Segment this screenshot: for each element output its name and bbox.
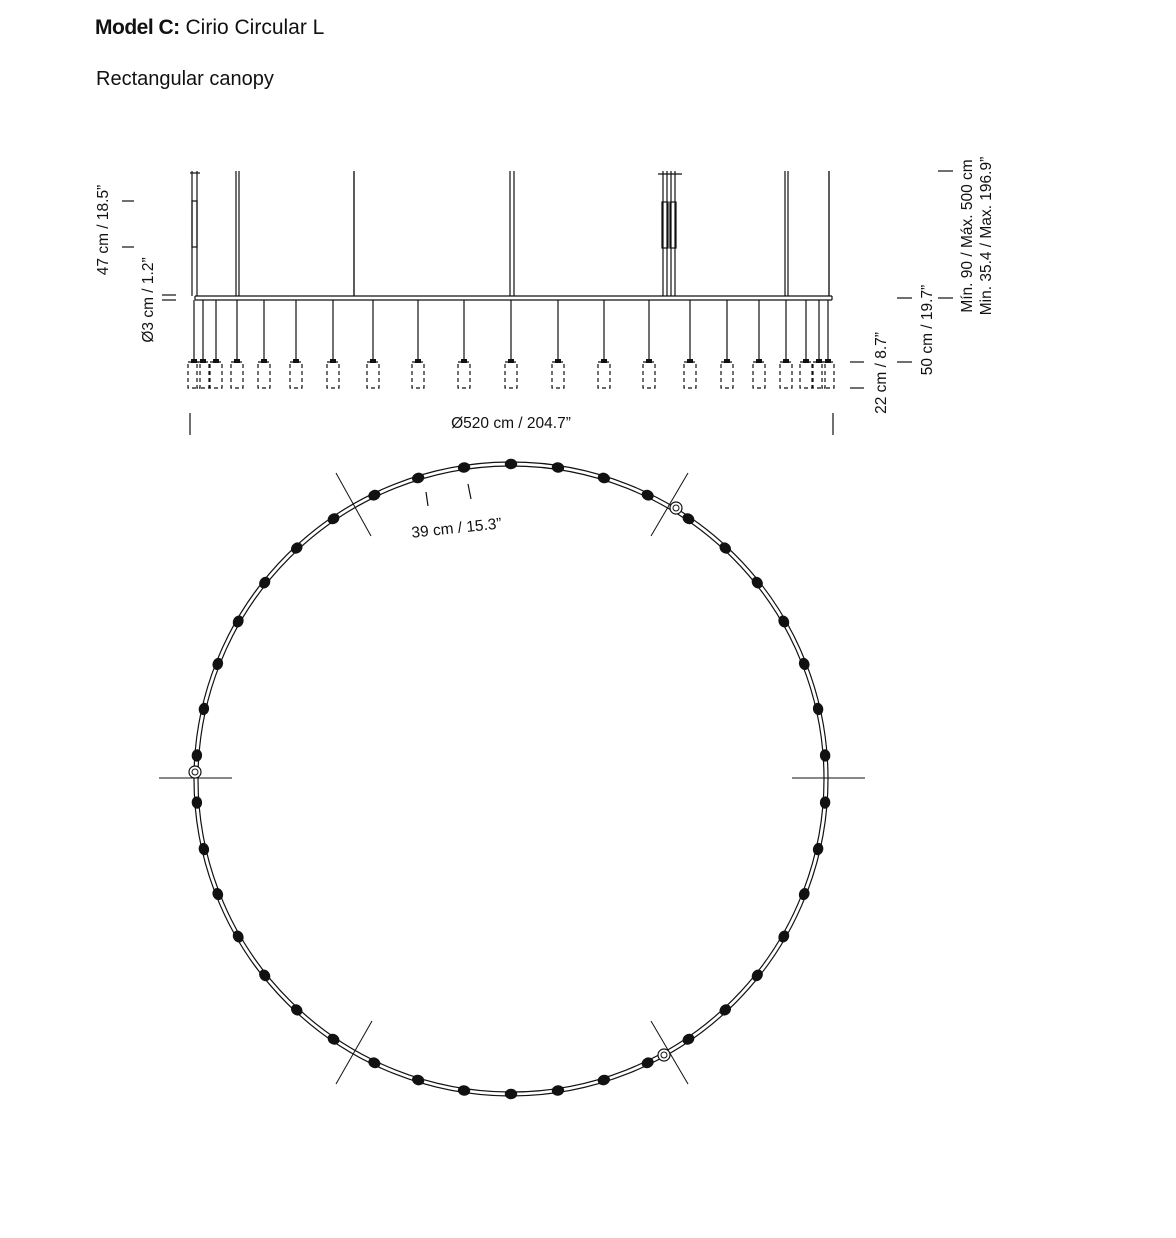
shade-12 xyxy=(598,362,610,388)
canopies xyxy=(190,173,682,248)
plan-lamp-0 xyxy=(505,459,517,469)
shade-cap-15 xyxy=(724,359,730,363)
shade-cap-17 xyxy=(783,359,789,363)
dim-spacing: 39 cm / 15.3” xyxy=(410,515,503,542)
suspension-point-2 xyxy=(658,1049,670,1061)
shade-cap-0 xyxy=(191,359,197,363)
plan-lamp-32 xyxy=(191,749,202,762)
model-label: Model C: xyxy=(95,16,180,39)
suspension-point-0 xyxy=(670,502,682,514)
plan-lamp-37 xyxy=(289,540,305,556)
tick-spacing-a xyxy=(426,492,428,506)
plan-lamp-2 xyxy=(596,471,611,485)
suspension-point-1 xyxy=(189,766,201,778)
plan-lamp-9 xyxy=(812,702,825,716)
shade-cap-12 xyxy=(601,359,607,363)
plan-lamp-10 xyxy=(819,749,830,762)
ring-inner xyxy=(198,466,824,1092)
shade-cap-2 xyxy=(213,359,219,363)
shade-15 xyxy=(721,362,733,388)
shade-cap-5 xyxy=(293,359,299,363)
shade-cap-20 xyxy=(825,359,831,363)
shade-cap-19 xyxy=(816,359,822,363)
left-dimension-ticks xyxy=(122,201,833,435)
shade-cap-13 xyxy=(646,359,652,363)
pendant-drops xyxy=(194,300,828,362)
shade-19 xyxy=(813,362,825,388)
plan-lamp-12 xyxy=(812,842,825,856)
dim-shade-height: 22 cm / 8.7” xyxy=(873,332,890,414)
suspension-cables xyxy=(192,171,829,296)
axis-mark-4 xyxy=(336,1021,372,1084)
plan-lamp-30 xyxy=(197,842,210,856)
plan-lamp-19 xyxy=(596,1073,611,1087)
shade-3 xyxy=(231,362,243,388)
shade-cap-10 xyxy=(508,359,514,363)
shade-20 xyxy=(822,362,834,388)
plan-lamp-36 xyxy=(257,575,273,591)
shade-2 xyxy=(210,362,222,388)
canopy-type: Rectangular canopy xyxy=(96,68,274,90)
pendant-shades xyxy=(188,359,834,388)
shade-1 xyxy=(197,362,209,388)
shade-cap-4 xyxy=(261,359,267,363)
plan-lamp-31 xyxy=(191,796,202,809)
shade-cap-16 xyxy=(756,359,762,363)
plan-lamp-6 xyxy=(749,575,765,591)
plan-lamp-26 xyxy=(289,1002,305,1018)
shade-18 xyxy=(800,362,812,388)
right-dimension-ticks xyxy=(850,171,953,388)
shade-13 xyxy=(643,362,655,388)
shade-10 xyxy=(505,362,517,388)
shade-7 xyxy=(367,362,379,388)
plan-lamp-5 xyxy=(717,540,733,556)
axis-crossmarks xyxy=(159,473,865,1084)
canopy-left xyxy=(192,201,197,247)
shade-cap-14 xyxy=(687,359,693,363)
shade-cap-18 xyxy=(803,359,809,363)
shade-14 xyxy=(684,362,696,388)
shade-11 xyxy=(552,362,564,388)
shade-cap-9 xyxy=(461,359,467,363)
shade-cap-7 xyxy=(370,359,376,363)
model-name: Cirio Circular L xyxy=(185,16,325,39)
shade-cap-11 xyxy=(555,359,561,363)
dim-drop-length: 50 cm / 19.7” xyxy=(919,284,936,376)
plan-view xyxy=(159,459,865,1099)
shade-cap-8 xyxy=(415,359,421,363)
plan-lamp-40 xyxy=(411,471,426,485)
shade-9 xyxy=(458,362,470,388)
dim-top-height: 47 cm / 18.5” xyxy=(95,184,112,276)
shade-cap-6 xyxy=(330,359,336,363)
tick-spacing-b xyxy=(468,484,471,499)
plan-lamp-1 xyxy=(551,461,565,473)
plan-lamp-22 xyxy=(457,1084,471,1096)
shade-cap-3 xyxy=(234,359,240,363)
plan-lamp-27 xyxy=(257,967,273,983)
plan-lamp-41 xyxy=(457,461,471,473)
dim-cable-range-metric: Mín. 90 / Máx. 500 cm xyxy=(959,159,976,313)
shade-17 xyxy=(780,362,792,388)
plan-lamp-23 xyxy=(411,1073,426,1087)
elevation-view xyxy=(188,171,834,388)
plan-lamp-21 xyxy=(505,1089,517,1099)
axis-mark-3 xyxy=(651,473,688,536)
dim-tube-diameter: Ø3 cm / 1.2” xyxy=(140,257,157,343)
shade-5 xyxy=(290,362,302,388)
shade-4 xyxy=(258,362,270,388)
shade-cap-1 xyxy=(200,359,206,363)
shade-6 xyxy=(327,362,339,388)
plan-lamp-15 xyxy=(749,967,765,983)
plan-lamp-33 xyxy=(197,702,210,716)
plan-lamp-11 xyxy=(819,796,830,809)
dim-ring-diameter: Ø520 cm / 204.7” xyxy=(451,415,571,432)
shade-16 xyxy=(753,362,765,388)
dim-cable-range-imperial: Min. 35.4 / Max. 196.9” xyxy=(978,156,995,316)
shade-0 xyxy=(188,362,200,388)
plan-lamp-16 xyxy=(717,1002,733,1018)
axis-mark-2 xyxy=(336,473,371,536)
plan-lamp-20 xyxy=(551,1084,565,1096)
shade-8 xyxy=(412,362,424,388)
ring-outer xyxy=(194,462,828,1096)
